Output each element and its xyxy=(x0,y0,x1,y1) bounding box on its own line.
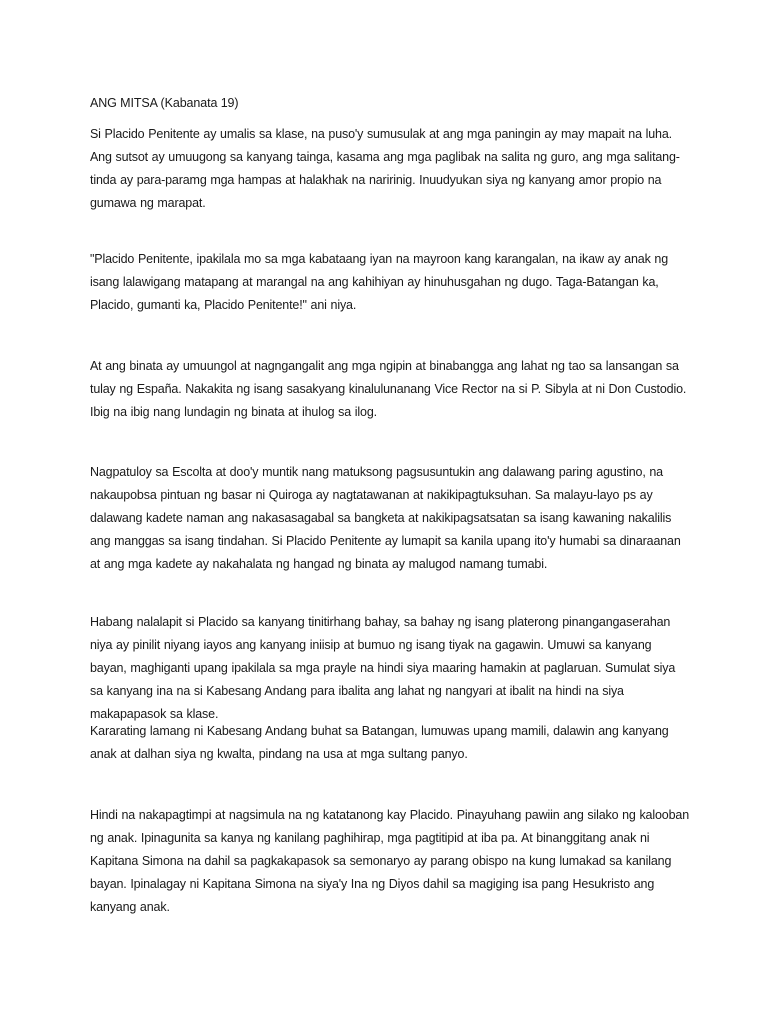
document-title: ANG MITSA (Kabanata 19) xyxy=(90,96,239,110)
paragraph-5: Habang nalalapit si Placido sa kanyang tinitirhang bahay, sa bahay ng isang platerong pinangangaserahan niya ay pinilit niyang iayos ang kanyang iniisip at bumuo ng isang tiyak na gagawin. Umuwi sa kanyang bayan, maghiganti upang ipakilala sa mga prayle na hindi siya maaring hamakin at paglaruan. Sumulat siya sa kanyang ina na si Kabesang Andang para ibalita ang lahat ng nangyari at ibalit na hindi na siya makapapasok sa klase. xyxy=(90,615,676,721)
paragraph-1: Si Placido Penitente ay umalis sa klase, na puso'y sumusulak at ang mga paningin ay may mapait na luha. Ang sutsot ay umuugong sa kanyang tainga, kasama ang mga paglibak na salita ng guro, ang mga salitang-tinda ay para-paramg mga hampas at halakhak na naririnig. Inuudyukan siya ng kanyang amor propio na gumawa ng marapat. xyxy=(90,127,680,210)
paragraph-7: Hindi na nakapagtimpi at nagsimula na ng katatanong kay Placido. Pinayuhang pawiin ang silako ng kalooban ng anak. Ipinagunita sa kanya ng kanilang paghihirap, mga pagtitipid at iba pa. At binanggitang anak ni Kapitana Simona na dahil sa pagkakapasok sa semonaryo ay parang obispo na kung lumakad sa kanilang bayan. Ipinalagay ni Kapitana Simona na siya'y Ina ng Diyos dahil sa magiging isa pang Hesukristo ang kanyang anak. xyxy=(90,808,689,914)
paragraph-3: At ang binata ay umuungol at nagngangalit ang mga ngipin at binabangga ang lahat ng tao sa lansangan sa tulay ng España. Nakakita ng isang sasakyang kinalulunanang Vice Rector na si P. Sibyla at ni Don Custodio. Ibig na ibig nang lundagin ng binata at ihulog sa ilog. xyxy=(90,359,687,419)
paragraph-4: Nagpatuloy sa Escolta at doo'y muntik nang matuksong pagsusuntukin ang dalawang paring agustino, na nakaupobsa pintuan ng basar ni Quiroga ay nagtatawanan at nakikipagtuksuhan. Sa malayu-layo ps ay dalawang kadete naman ang nakasasagabal sa bangketa at nakikipagsatsatan sa isang kawaning nakalilis ang manggas sa isang tindahan. Si Placido Penitente ay lumapit sa kanila upang ito'y humabi sa dinaraanan at ang mga kadete ay nakahalata ng hangad ng binata ay malugod namang tumabi. xyxy=(90,465,681,571)
paragraph-2: "Placido Penitente, ipakilala mo sa mga kabataang iyan na mayroon kang karangalan, na ikaw ay anak ng isang lalawigang matapang at marangal na ang kahihiyan ay hinuhusgahan ng dugo. Taga-Batangan ka, Placido, gumanti ka, Placido Penitente!" ani niya. xyxy=(90,252,668,312)
paragraph-6: Kararating lamang ni Kabesang Andang buhat sa Batangan, lumuwas upang mamili, dalawin ang kanyang anak at dalhan siya ng kwalta, pindang na usa at mga sultang panyo. xyxy=(90,724,669,761)
